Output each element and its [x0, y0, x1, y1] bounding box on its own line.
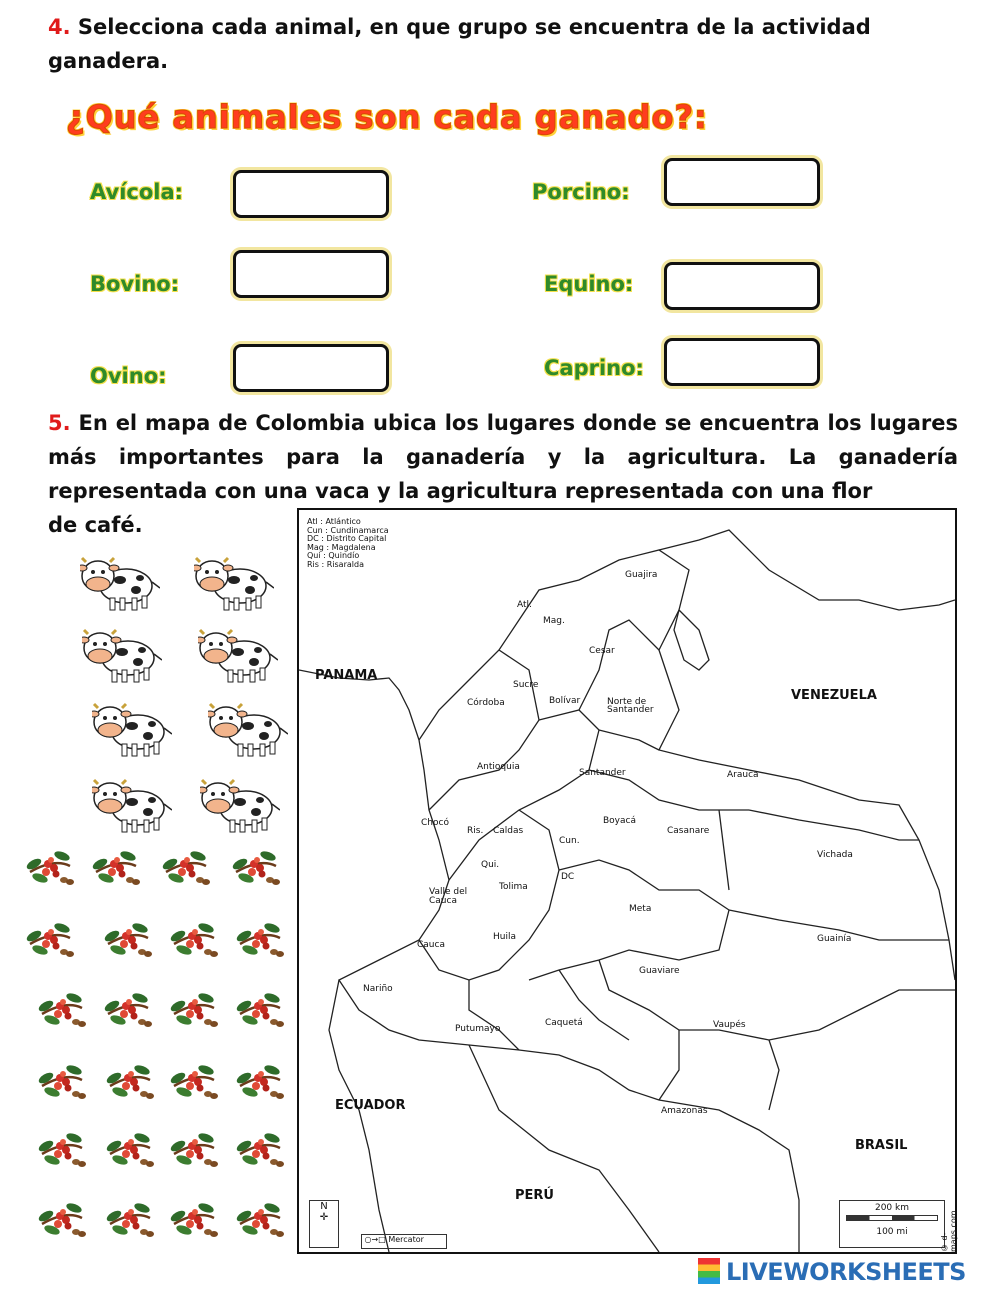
dept-caqueta: Caquetá: [545, 1018, 583, 1028]
drop-box-avicola[interactable]: [233, 170, 389, 218]
country-panama: PANAMA: [315, 668, 378, 683]
legend-item: DC : Distrito Capital: [307, 534, 387, 543]
north-compass: [309, 1200, 339, 1248]
drop-box-equino[interactable]: [664, 262, 820, 310]
coffee-flower-sticker[interactable]: [36, 1194, 88, 1242]
dept-narino: Nariño: [363, 984, 393, 994]
scale-mi: 100 mi: [876, 1227, 908, 1237]
coffee-flower-sticker[interactable]: [104, 1124, 156, 1172]
brand-text: LIVEWORKSHEETS: [726, 1258, 966, 1286]
cow-sticker[interactable]: [80, 556, 160, 612]
dept-guajira: Guajira: [625, 570, 658, 580]
scale-bar-graphic: [846, 1215, 938, 1221]
map-credit: © d-maps.com: [940, 1210, 958, 1252]
projection-label: Mercator: [388, 1235, 424, 1244]
cow-sticker[interactable]: [208, 702, 288, 758]
dept-bolivar: Bolívar: [549, 696, 581, 706]
dept-choco: Chocó: [421, 818, 449, 828]
question-5-text: En el mapa de Colombia ubica los lugares donde se encuentra los lugares más importantes para la ganadería y la agricultura. La ganadería representada con una vaca y la agricultura representada con una flor: [48, 411, 958, 503]
coffee-flower-sticker[interactable]: [104, 1056, 156, 1104]
label-equino: Equino:: [544, 272, 634, 296]
dept-antioquia: Antioquia: [477, 762, 520, 772]
coffee-flower-sticker[interactable]: [102, 984, 154, 1032]
drop-box-caprino[interactable]: [664, 338, 820, 386]
coffee-flower-sticker[interactable]: [234, 914, 286, 962]
dept-sucre: Sucre: [513, 680, 539, 690]
coffee-flower-sticker[interactable]: [168, 984, 220, 1032]
coffee-flower-sticker[interactable]: [24, 914, 76, 962]
legend-item: Cun : Cundinamarca: [307, 525, 389, 535]
dept-cun: Cun.: [559, 836, 580, 846]
legend-item: Qui : Quindío: [307, 551, 360, 560]
colombia-map[interactable]: [297, 508, 957, 1254]
dept-tolima: Tolima: [499, 882, 528, 892]
dept-guainia: Guainía: [817, 934, 852, 944]
label-porcino: Porcino:: [532, 180, 630, 204]
question-4-text: Selecciona cada animal, en que grupo se encuentra de la actividad ganadera.: [48, 15, 871, 73]
dept-dc: DC: [561, 872, 575, 882]
dept-boyaca: Boyacá: [603, 816, 636, 826]
coffee-flower-sticker[interactable]: [102, 914, 154, 962]
label-bovino: Bovino:: [90, 272, 180, 296]
map-legend: [307, 518, 389, 569]
liveworksheets-brand: [698, 1258, 966, 1286]
coffee-flower-sticker[interactable]: [160, 842, 212, 890]
question-5-last-line: de café.: [48, 513, 143, 537]
cow-sticker[interactable]: [194, 556, 274, 612]
country-peru: PERÚ: [515, 1188, 554, 1203]
cow-sticker[interactable]: [92, 702, 172, 758]
liveworksheets-logo-icon: [698, 1258, 720, 1284]
dept-vichada: Vichada: [817, 850, 853, 860]
coffee-flower-sticker[interactable]: [90, 842, 142, 890]
dept-casanare: Casanare: [667, 826, 710, 836]
coffee-flower-sticker[interactable]: [168, 914, 220, 962]
label-avicola: Avícola:: [90, 180, 184, 204]
scale-bar: [839, 1200, 945, 1248]
coffee-flower-sticker[interactable]: [234, 984, 286, 1032]
drop-box-porcino[interactable]: [664, 158, 820, 206]
dept-cordoba: Córdoba: [467, 698, 505, 708]
dept-guaviare: Guaviare: [639, 966, 680, 976]
drop-box-bovino[interactable]: [233, 250, 389, 298]
question-4-number: 4.: [48, 15, 71, 39]
drop-box-ovino[interactable]: [233, 344, 389, 392]
coffee-flower-sticker[interactable]: [234, 1056, 286, 1104]
dept-amazonas: Amazonas: [661, 1106, 708, 1116]
dept-norte-santander: Norte de Santander: [607, 697, 654, 715]
coffee-flower-sticker[interactable]: [168, 1056, 220, 1104]
activity-title: ¿Qué animales son cada ganado?:: [66, 98, 708, 136]
legend-item: Mag : Magdalena: [307, 542, 376, 552]
label-ovino: Ovino:: [90, 364, 167, 388]
scale-km: 200 km: [874, 1203, 910, 1213]
coffee-flower-sticker[interactable]: [36, 1124, 88, 1172]
cow-sticker[interactable]: [82, 628, 162, 684]
coffee-flower-sticker[interactable]: [230, 842, 282, 890]
coffee-flower-sticker[interactable]: [24, 842, 76, 890]
dept-meta: Meta: [629, 904, 652, 914]
coffee-flower-sticker[interactable]: [104, 1194, 156, 1242]
coffee-flower-sticker[interactable]: [168, 1124, 220, 1172]
country-venezuela: VENEZUELA: [791, 688, 877, 703]
dept-cesar: Cesar: [589, 646, 615, 656]
dept-huila: Huila: [493, 932, 516, 942]
coffee-flower-sticker[interactable]: [234, 1124, 286, 1172]
projection-box: ○→□ Mercator: [361, 1234, 447, 1249]
cow-sticker[interactable]: [92, 778, 172, 834]
question-5-number: 5.: [48, 411, 71, 435]
coffee-flower-sticker[interactable]: [36, 984, 88, 1032]
coffee-flower-sticker[interactable]: [36, 1056, 88, 1104]
question-5: [48, 406, 958, 508]
dept-vaupes: Vaupés: [713, 1020, 746, 1030]
cow-sticker[interactable]: [198, 628, 278, 684]
dept-caldas: Caldas: [493, 826, 524, 836]
question-4: [48, 10, 968, 78]
north-label: N: [320, 1201, 328, 1212]
dept-arauca: Arauca: [727, 770, 759, 780]
coffee-flower-sticker[interactable]: [234, 1194, 286, 1242]
dept-qui: Qui.: [481, 860, 500, 870]
dept-valle-cauca: Valle del Cauca: [429, 887, 468, 906]
dept-ris: Ris.: [467, 826, 484, 836]
legend-item: Ris : Risaralda: [307, 559, 364, 569]
dept-putumayo: Putumayo: [455, 1024, 501, 1034]
country-brasil: BRASIL: [855, 1138, 908, 1153]
dept-cauca: Cauca: [417, 940, 445, 950]
cow-sticker[interactable]: [200, 778, 280, 834]
country-ecuador: ECUADOR: [335, 1098, 406, 1113]
label-caprino: Caprino:: [544, 356, 644, 380]
compass-icon: ✛: [319, 1212, 329, 1223]
dept-santander: Santander: [579, 768, 626, 778]
coffee-flower-sticker[interactable]: [168, 1194, 220, 1242]
dept-atl: Atl.: [517, 600, 532, 610]
legend-item: Atl : Atlántico: [307, 517, 361, 526]
dept-mag: Mag.: [543, 616, 565, 626]
